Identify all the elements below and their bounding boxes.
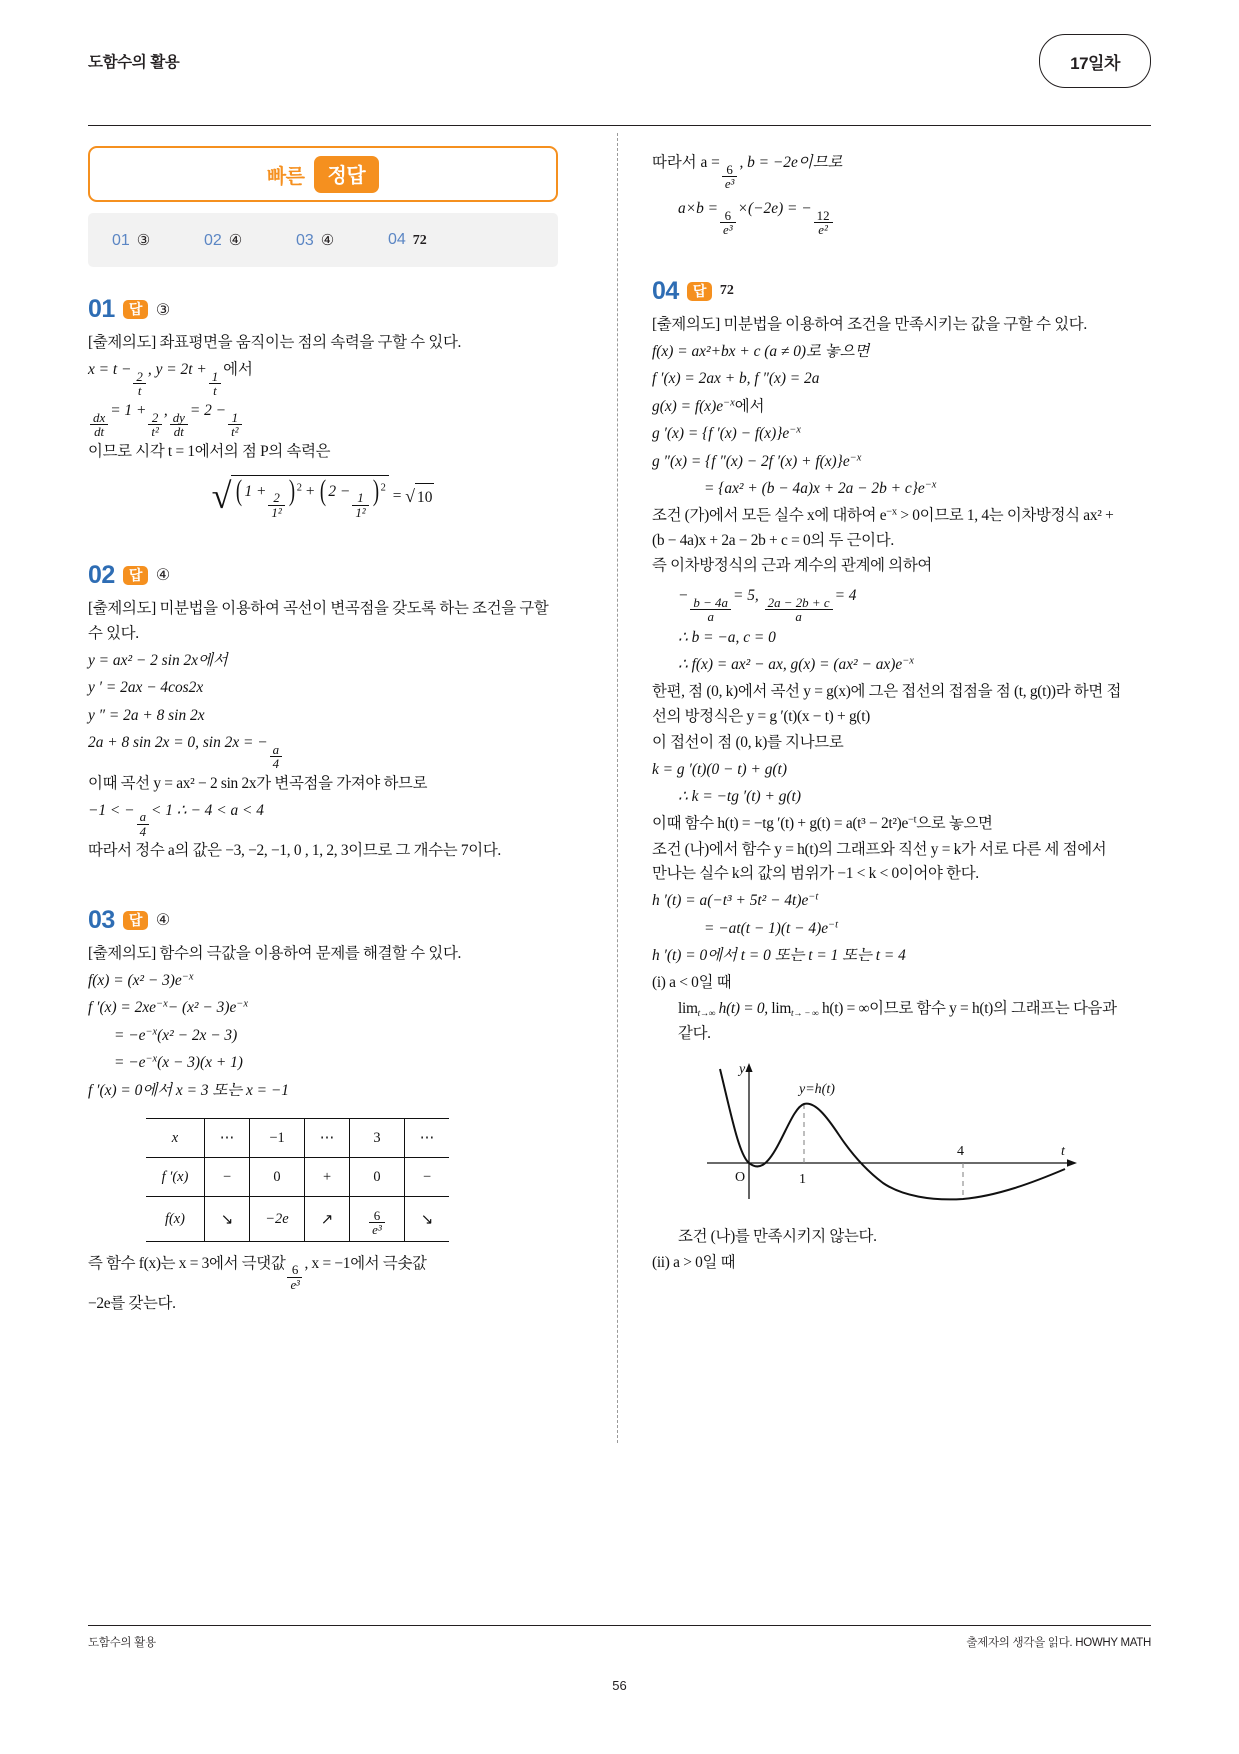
eq-sup: −x bbox=[902, 655, 914, 667]
frac-den: dt bbox=[173, 424, 184, 440]
table-row bbox=[146, 1119, 449, 1158]
frac-num: b − 4a bbox=[690, 596, 731, 610]
eq-p02-l2: y ′ = 2ax − 4cos2x bbox=[88, 679, 204, 697]
eq-part: ∴ f(x) = ax² − ax, g(x) = (ax² − ax)e bbox=[678, 656, 903, 674]
quick-answer-list bbox=[88, 213, 558, 267]
frac-num: a bbox=[270, 743, 282, 757]
problem-01 bbox=[88, 297, 558, 519]
limit-operator bbox=[678, 1000, 715, 1017]
eq-part: 1 + bbox=[244, 482, 267, 500]
eq-part: x = t − bbox=[88, 360, 132, 378]
eq-part: 2 − bbox=[328, 482, 351, 500]
frac-num: 6 bbox=[720, 209, 736, 223]
table-cell: + bbox=[305, 1158, 350, 1197]
quick-answer-item bbox=[296, 231, 388, 250]
answer-badge: 답 bbox=[687, 282, 712, 301]
problem-number: 01 bbox=[88, 295, 115, 323]
table-cell: f ′(x) bbox=[146, 1158, 205, 1197]
eq-part: 에서 bbox=[734, 397, 765, 415]
frac-num: 6 bbox=[369, 1209, 385, 1223]
table-cell: −1 bbox=[250, 1119, 305, 1158]
frac-num: a bbox=[137, 810, 149, 824]
quick-answer-number: 04 bbox=[388, 231, 406, 248]
eq-p04top-l1 bbox=[652, 150, 1122, 190]
eq-p03-l2 bbox=[88, 995, 558, 1021]
answer-badge: 답 bbox=[123, 300, 148, 319]
problem-intent: [출제의도] 함수의 극값을 이용하여 문제를 해결할 수 있다. bbox=[88, 944, 462, 962]
eq-part: = 2 − bbox=[189, 402, 227, 420]
table-row bbox=[146, 1158, 449, 1197]
table-cell: 3 bbox=[350, 1119, 405, 1158]
table-cell: − bbox=[205, 1158, 250, 1197]
frac-den: a bbox=[795, 609, 802, 625]
eq-p02-l1: y = ax² − 2 sin 2x에서 bbox=[88, 651, 228, 669]
eq-part: − (x² − 3)e bbox=[167, 999, 237, 1017]
eq-p02-l7: 따라서 정수 a의 값은 −3, −2, −1, 0 , 1, 2, 3이므로 그 개수는 7이다. bbox=[88, 841, 501, 859]
eq-p04-l16 bbox=[652, 812, 1122, 837]
answer-badge: 답 bbox=[123, 911, 148, 930]
eq-part: (x² − 2x − 3) bbox=[157, 1026, 238, 1044]
eq-p03-l6 bbox=[88, 1252, 558, 1291]
tick-label-4: 4 bbox=[957, 1143, 964, 1159]
eq-part: 에서 bbox=[223, 360, 253, 378]
eq-part: (x − 3)(x + 1) bbox=[157, 1054, 243, 1072]
eq-part: 이때 함수 h(t) = −tg ′(t) + g(t) = a(t³ − 2t²)e bbox=[652, 814, 908, 832]
column-divider bbox=[617, 133, 618, 1443]
eq-p04-l10: ∴ b = −a, c = 0 bbox=[678, 628, 776, 646]
problem-intent: [출제의도] 좌표평면을 움직이는 점의 속력을 구할 수 있다. bbox=[88, 334, 462, 351]
eq-part: = −e bbox=[114, 1054, 146, 1072]
eq-part: h(t) = 0, bbox=[718, 999, 768, 1017]
eq-part: , b = −2e이므로 bbox=[739, 154, 843, 171]
frac-den: e² bbox=[818, 222, 828, 238]
eq-part: , x = −1에서 극솟값 bbox=[304, 1254, 427, 1272]
eq-p03-l1 bbox=[88, 968, 558, 994]
answer-value: ④ bbox=[155, 912, 171, 930]
eq-part: f ′(x) = 2xe bbox=[88, 999, 157, 1017]
eq-part: g ″(x) = {f ″(x) − 2f ′(x) + f(x)}e bbox=[652, 452, 850, 470]
eq-part: = 4 bbox=[834, 587, 857, 605]
eq-p04-l17: 조건 (나)에서 함수 y = h(t)의 그래프와 직선 y = k가 서로 다른 세 점에서 만나는 실수 k의 값의 범위가 −1 < k < 0이어야 한다. bbox=[652, 840, 1107, 883]
eq-sup: −t bbox=[808, 891, 819, 903]
eq-part: lim bbox=[771, 999, 792, 1017]
eq-p04-l15: ∴ k = −tg ′(t) + g(t) bbox=[678, 788, 801, 806]
frac-num: 1 bbox=[352, 491, 368, 505]
eq-p03-l5: f ′(x) = 0에서 x = 3 또는 x = −1 bbox=[88, 1081, 289, 1099]
eq-p04-l3 bbox=[652, 394, 1122, 420]
eq-part: f(x) = (x² − 3)e bbox=[88, 971, 182, 989]
table-cell: ⋯ bbox=[205, 1119, 250, 1158]
eq-part: = −at(t − 1)(t − 4)e bbox=[704, 919, 829, 937]
frac-den: t² bbox=[231, 424, 239, 440]
frac-den: t² bbox=[151, 424, 159, 440]
answer-value: 72 bbox=[719, 283, 734, 299]
problem-04 bbox=[652, 276, 1122, 1276]
footer-rule bbox=[88, 1625, 1151, 1626]
eq-part: h(t) = ∞이므로 함수 y = h(t)의 그래프는 다음과 같다. bbox=[678, 999, 1117, 1042]
eq-sup: −x bbox=[924, 479, 937, 491]
frac-den: 4 bbox=[272, 756, 280, 772]
frac-den: 1² bbox=[355, 504, 366, 520]
table-cell-arrow bbox=[405, 1197, 450, 1242]
eq-p01-speed: √ ( 1 + $\frac{2}{\text{1²}}$ ) $^2$ + ( 2 − $\frac{1}{\text{1²}}$ ) $^2$ = √ 10 bbox=[211, 474, 433, 520]
eq-p04-l18 bbox=[652, 888, 1122, 914]
left-column bbox=[88, 140, 558, 1318]
eq-sup: −t bbox=[908, 814, 917, 826]
eq-part: 즉 함수 f(x)는 x = 3에서 극댓값 bbox=[88, 1254, 286, 1272]
eq-sup: −x bbox=[236, 998, 248, 1010]
eq-p02-l6 bbox=[88, 798, 558, 838]
eq-p04-l24: (ii) a > 0일 때 bbox=[652, 1253, 736, 1271]
origin-label: O bbox=[735, 1169, 746, 1185]
eq-part: 따라서 a = bbox=[652, 154, 720, 171]
problem-intent: [출제의도] 미분법을 이용하여 조건을 만족시키는 값을 구할 수 있다. bbox=[652, 315, 1087, 333]
problem-03 bbox=[88, 905, 558, 1317]
eq-part: 조건 (가)에서 모든 실수 x에 대하여 e bbox=[652, 506, 887, 524]
frac-num: 2a − 2b + c bbox=[765, 596, 833, 610]
eq-p01-l1 bbox=[88, 357, 558, 397]
problem-02 bbox=[88, 560, 558, 864]
curve-label: y=h(t) bbox=[799, 1081, 835, 1097]
increase-arrow-icon: ↗ bbox=[320, 1211, 334, 1228]
frac-num: 2 bbox=[268, 491, 284, 505]
quick-answer-value: ③ bbox=[136, 232, 151, 249]
eq-part: 10 bbox=[415, 483, 434, 511]
frac-num: 6 bbox=[287, 1263, 302, 1277]
eq-part: > 0이므로 1, 4는 이차방정식 ax² + (b − 4a)x + 2a − 2b + c = 0의 두 근이다. bbox=[652, 506, 1114, 549]
eq-p04-l5 bbox=[652, 449, 1122, 475]
table-cell: x bbox=[146, 1119, 205, 1158]
eq-sup: −x bbox=[156, 998, 168, 1010]
right-column bbox=[652, 140, 1122, 1277]
table-row bbox=[146, 1197, 449, 1242]
eq-part: g ′(x) = {f ′(x) − f(x)}e bbox=[652, 425, 790, 443]
eq-p04-l8: 즉 이차방정식의 근과 계수의 관계에 의하여 bbox=[652, 557, 932, 575]
table-cell: f(x) bbox=[146, 1197, 205, 1242]
quick-answer-item bbox=[204, 231, 296, 250]
table-cell-arrow bbox=[205, 1197, 250, 1242]
eq-p04-l7 bbox=[652, 504, 1122, 554]
eq-p04-l21: (i) a < 0일 때 bbox=[652, 973, 732, 991]
header-rule bbox=[88, 125, 1151, 126]
decrease-arrow-icon: ↘ bbox=[420, 1211, 434, 1228]
table-cell: − bbox=[405, 1158, 450, 1197]
eq-part: 2a + 8 sin 2x = 0, sin 2x = − bbox=[88, 734, 268, 752]
eq-p03-l3 bbox=[88, 1023, 558, 1049]
frac-den: 4 bbox=[139, 823, 147, 839]
frac-num: 1 bbox=[228, 411, 241, 425]
footer-left-text: 도함수의 활용 bbox=[88, 1637, 156, 1649]
table-cell: 0 bbox=[350, 1158, 405, 1197]
frac-den: e³ bbox=[723, 222, 733, 238]
quick-answer-value: ④ bbox=[320, 232, 335, 249]
eq-sup: −x bbox=[145, 1053, 158, 1065]
eq-p04-l9 bbox=[652, 583, 1122, 623]
eq-p03-l4 bbox=[88, 1050, 558, 1076]
eq-part: , y = 2t + bbox=[147, 360, 207, 378]
graph-figure bbox=[652, 1059, 1122, 1217]
problem-02-header bbox=[88, 560, 558, 589]
frac-num: 6 bbox=[722, 163, 738, 177]
problem-03-header bbox=[88, 905, 558, 934]
eq-part: = −e bbox=[114, 1026, 146, 1044]
problem-number: 04 bbox=[652, 276, 679, 305]
eq-part: = bbox=[392, 487, 402, 505]
eq-sup: −x bbox=[723, 397, 735, 409]
y-axis-arrow bbox=[745, 1063, 752, 1072]
page-number: 56 bbox=[612, 1678, 627, 1693]
eq-part: , bbox=[163, 402, 168, 420]
eq-p02-l5: 이때 곡선 y = ax² − 2 sin 2x가 변곡점을 가져야 하므로 bbox=[88, 774, 428, 792]
eq-p03-l7: −2e를 갖는다. bbox=[88, 1295, 176, 1313]
frac-den: t bbox=[213, 382, 217, 398]
frac-num: dx bbox=[90, 411, 108, 425]
eq-p04-l12: 한편, 점 (0, k)에서 곡선 y = g(x)에 그은 접선의 접점을 점 (t, g(t))라 하면 접선의 방정식은 y = g ′(t)(x − t) + g(t) bbox=[652, 682, 1122, 725]
footer-right-text: 출제자의 생각을 읽다. HOWHY MATH bbox=[966, 1637, 1151, 1649]
frac-num: dy bbox=[170, 411, 188, 425]
eq-part: = {ax² + (b − 4a)x + 2a − 2b + c}e bbox=[704, 480, 925, 498]
eq-part: = 5, bbox=[732, 587, 759, 605]
chapter-title: 도함수의 활용 bbox=[88, 54, 180, 71]
quick-answer-number: 03 bbox=[296, 231, 314, 249]
eq-part: lim bbox=[678, 999, 698, 1017]
eq-part: < 1 ∴ − 4 < a < 4 bbox=[151, 801, 264, 819]
quick-answer-box bbox=[88, 146, 558, 202]
curve-h bbox=[720, 1069, 1065, 1199]
frac-num: 2 bbox=[148, 411, 161, 425]
t-axis-arrow bbox=[1067, 1159, 1077, 1167]
eq-part: ×(−2e) = − bbox=[737, 200, 812, 218]
frac-den: e³ bbox=[290, 1276, 300, 1292]
problem-number: 02 bbox=[88, 560, 115, 589]
h-function-graph bbox=[687, 1059, 1087, 1217]
frac-den: t bbox=[137, 382, 142, 398]
eq-p04-l14: k = g ′(t)(0 − t) + g(t) bbox=[652, 760, 787, 778]
eq-p04-l6 bbox=[652, 476, 1122, 502]
eq-p04-l20: h ′(t) = 0에서 t = 0 또는 t = 1 또는 t = 4 bbox=[652, 947, 906, 965]
limit-subscript: t→∞ bbox=[697, 1008, 716, 1019]
eq-part: g(x) = f(x)e bbox=[652, 397, 724, 415]
eq-p04top-l2 bbox=[652, 196, 1122, 236]
eq-p04-l19 bbox=[652, 916, 1122, 942]
quick-answer-item bbox=[388, 231, 480, 249]
y-axis-label: y bbox=[739, 1061, 746, 1077]
eq-p04-l1: f(x) = ax²+bx + c (a ≠ 0)로 놓으면 bbox=[652, 342, 870, 360]
eq-p01-l3: 이므로 시각 t = 1에서의 점 P의 속력은 bbox=[88, 442, 331, 460]
frac-num: 1 bbox=[209, 370, 221, 384]
quick-answer-number: 01 bbox=[112, 231, 130, 249]
quick-answer-value: 72 bbox=[412, 233, 427, 248]
quick-answer-number: 02 bbox=[204, 231, 222, 249]
eq-p04-l2: f ′(x) = 2ax + b, f ″(x) = 2a bbox=[652, 370, 820, 388]
frac-den: e³ bbox=[372, 1222, 382, 1238]
eq-sup: −t bbox=[828, 919, 839, 931]
eq-part: a×b = bbox=[678, 200, 719, 218]
eq-p02-l3: y ″ = 2a + 8 sin 2x bbox=[88, 706, 205, 724]
frac-den: a bbox=[707, 609, 714, 625]
quick-answer-pill: 정답 bbox=[314, 156, 380, 193]
problem-03-continuation bbox=[652, 150, 1122, 237]
answer-badge: 답 bbox=[123, 566, 148, 585]
table-cell: −2e bbox=[250, 1197, 305, 1242]
eq-part: + bbox=[305, 482, 315, 500]
answer-value: ④ bbox=[155, 567, 171, 585]
eq-p02-l4 bbox=[88, 730, 558, 770]
eq-p04-l4 bbox=[652, 421, 1122, 447]
limit-operator bbox=[771, 1000, 818, 1017]
eq-part: −1 < − bbox=[88, 801, 135, 819]
decrease-arrow-icon: ↘ bbox=[220, 1211, 234, 1228]
quick-answer-fast-label: 빠른 bbox=[266, 165, 305, 188]
eq-part: h ′(t) = a(−t³ + 5t² − 4t)e bbox=[652, 892, 809, 910]
table-cell-frac bbox=[350, 1197, 405, 1242]
eq-part: − bbox=[678, 587, 689, 605]
page-header bbox=[88, 46, 1151, 116]
eq-sup: −x bbox=[181, 971, 194, 983]
eq-sup: −x bbox=[849, 452, 862, 464]
t-axis-label: t bbox=[1061, 1143, 1065, 1159]
eq-sup: −x bbox=[886, 506, 897, 518]
day-badge: 17일차 bbox=[1039, 34, 1151, 88]
quick-answer-value: ④ bbox=[228, 232, 243, 249]
eq-p04-l13: 이 접선이 점 (0, k)를 지나므로 bbox=[652, 733, 844, 751]
eq-p04-l23: 조건 (나)를 만족시키지 않는다. bbox=[678, 1227, 877, 1245]
eq-sup: −x bbox=[145, 1026, 158, 1038]
problem-01-header bbox=[88, 297, 558, 322]
increase-decrease-table bbox=[146, 1118, 449, 1242]
eq-p04-l22 bbox=[652, 997, 1122, 1047]
eq-p04-l11 bbox=[652, 652, 1122, 678]
tick-label-1: 1 bbox=[799, 1171, 806, 1187]
quick-answer-item bbox=[112, 231, 204, 250]
frac-num: 2 bbox=[133, 370, 145, 384]
eq-part: = 1 + bbox=[110, 402, 147, 420]
frac-den: e³ bbox=[724, 176, 735, 192]
frac-num: 12 bbox=[814, 209, 833, 223]
frac-den: 1² bbox=[271, 504, 282, 520]
problem-04-header bbox=[652, 276, 1122, 305]
eq-sup: −x bbox=[789, 424, 801, 436]
table-cell: ⋯ bbox=[305, 1119, 350, 1158]
problem-number: 03 bbox=[88, 905, 115, 934]
table-cell: 0 bbox=[250, 1158, 305, 1197]
eq-part: 으로 놓으면 bbox=[916, 814, 993, 832]
problem-intent: [출제의도] 미분법을 이용하여 곡선이 변곡점을 갖도록 하는 조건을 구할 수 있다. bbox=[88, 599, 549, 642]
answer-value: ③ bbox=[155, 301, 171, 319]
table-cell-arrow bbox=[305, 1197, 350, 1242]
eq-p01-l2 bbox=[88, 398, 558, 438]
frac-den: dt bbox=[94, 424, 105, 440]
table-cell: ⋯ bbox=[405, 1119, 450, 1158]
limit-subscript: t→ − ∞ bbox=[791, 1008, 819, 1019]
